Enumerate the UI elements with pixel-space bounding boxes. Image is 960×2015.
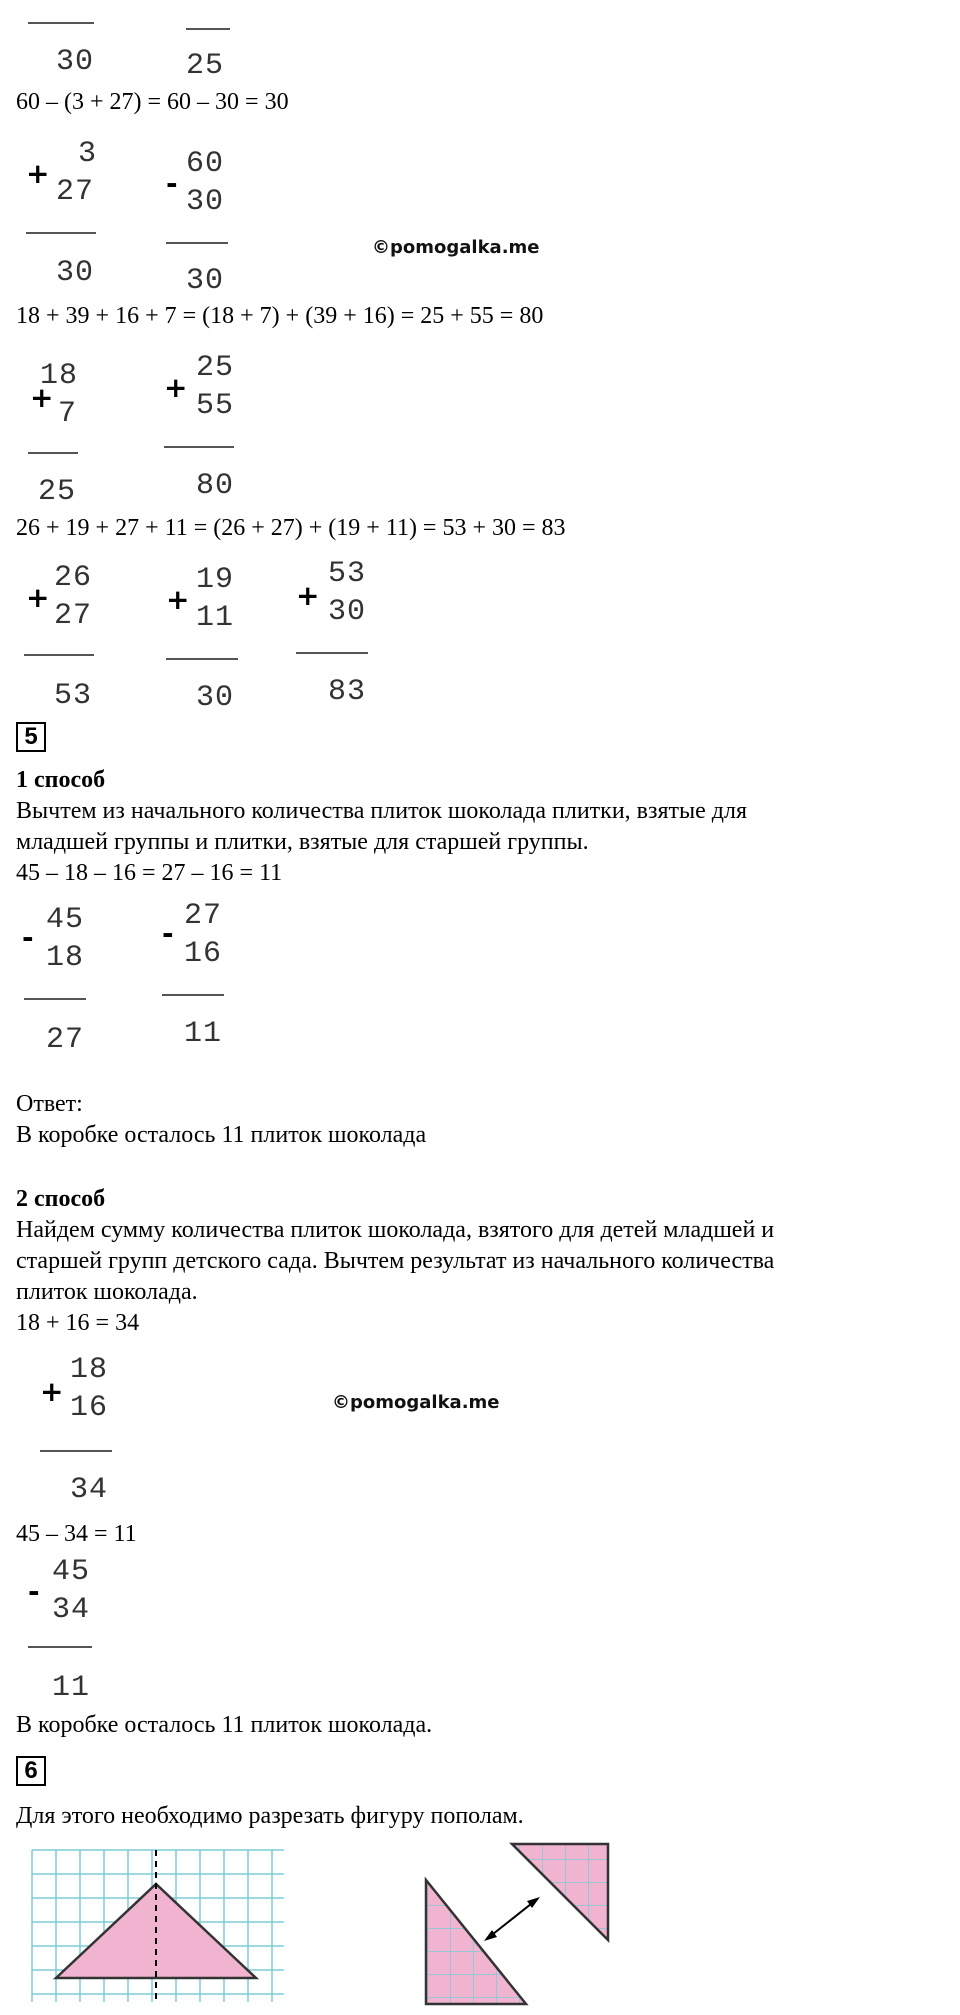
result-line	[26, 232, 96, 234]
operand: 30	[186, 185, 225, 219]
triangle-halves-figure	[404, 1836, 644, 2008]
method-1-title: 1 способ	[16, 767, 106, 793]
method-2-text: старшей групп детского сада. Вычтем результат из начального количества	[16, 1248, 775, 1274]
method-1-text: Вычтем из начального количества плиток шоколада плитки, взятые для	[16, 798, 748, 824]
equation: 45 – 34 = 11	[16, 1521, 137, 1547]
minus-sign: -	[166, 167, 178, 200]
watermark: ©pomogalka.me	[332, 1392, 500, 1413]
equation: 26 + 19 + 27 + 11 = (26 + 27) + (19 + 11) = 53 + 30 = 83	[16, 515, 566, 541]
answer-label: Ответ:	[16, 1091, 83, 1117]
result-line	[40, 1450, 112, 1452]
equation: 45 – 18 – 16 = 27 – 16 = 11	[16, 860, 283, 886]
task-number-6: 6	[16, 1756, 46, 1786]
operand: 11	[196, 601, 235, 635]
operand: 7	[58, 397, 78, 431]
minus-sign: -	[28, 1575, 40, 1608]
operand: 27	[54, 599, 93, 633]
column-result: 11	[52, 1671, 91, 1705]
operand: 3	[78, 137, 98, 171]
column-result: 11	[184, 1017, 223, 1051]
operand: 55	[196, 389, 235, 423]
method-2-text: плиток шоколада.	[16, 1279, 198, 1305]
column-result: 27	[46, 1023, 85, 1057]
operand: 18	[46, 941, 85, 975]
operand: 16	[70, 1391, 109, 1425]
result-line	[166, 242, 228, 244]
plus-sign: +	[26, 157, 50, 190]
operand: 16	[184, 937, 223, 971]
column-result: 25	[38, 475, 77, 509]
operand: 27	[56, 175, 95, 209]
plus-sign: +	[26, 581, 50, 614]
minus-sign: -	[162, 917, 174, 950]
plus-sign: +	[40, 1375, 64, 1408]
operand: 30	[328, 595, 367, 629]
column-result: 30	[56, 256, 95, 290]
column-result: 30	[56, 45, 95, 79]
operand: 53	[328, 557, 367, 591]
operand: 45	[46, 903, 85, 937]
equation: 18 + 39 + 16 + 7 = (18 + 7) + (39 + 16) = 25 + 55 = 80	[16, 303, 544, 329]
equation: 18 + 16 = 34	[16, 1310, 140, 1336]
task-number-5: 5	[16, 722, 46, 752]
result-line	[162, 994, 224, 996]
answer-text: В коробке осталось 11 плиток шоколада.	[16, 1712, 433, 1738]
answer-text: В коробке осталось 11 плиток шоколада	[16, 1122, 427, 1148]
plus-sign: +	[30, 381, 54, 414]
column-result: 34	[70, 1473, 109, 1507]
operand: 18	[70, 1353, 109, 1387]
operand: 19	[196, 563, 235, 597]
method-1-text: младшей группы и плитки, взятые для старшей группы.	[16, 829, 589, 855]
right-half-triangle	[512, 1844, 608, 1940]
result-line	[24, 654, 94, 656]
operand: 27	[184, 899, 223, 933]
method-2-title: 2 способ	[16, 1186, 106, 1212]
result-line	[28, 1646, 92, 1648]
minus-sign: -	[22, 921, 34, 954]
double-arrow-icon	[484, 1897, 540, 1941]
column-result: 80	[196, 469, 235, 503]
operand: 18	[40, 359, 79, 393]
column-result: 30	[196, 681, 235, 715]
watermark: ©pomogalka.me	[372, 237, 540, 258]
result-line	[164, 446, 234, 448]
operand: 34	[52, 1593, 91, 1627]
result-line	[186, 28, 230, 30]
result-line	[166, 658, 238, 660]
method-2-text: Найдем сумму количества плиток шоколада, взятого для детей младшей и	[16, 1217, 775, 1243]
operand: 26	[54, 561, 93, 595]
operand: 45	[52, 1555, 91, 1589]
equation: 60 – (3 + 27) = 60 – 30 = 30	[16, 89, 289, 115]
column-result: 25	[186, 49, 225, 83]
operand: 60	[186, 147, 225, 181]
result-line	[24, 998, 86, 1000]
operand: 25	[196, 351, 235, 385]
column-result: 30	[186, 264, 225, 298]
result-line	[28, 452, 78, 454]
column-result: 83	[328, 675, 367, 709]
left-half-triangle	[426, 1880, 526, 2004]
column-result: 53	[54, 679, 93, 713]
plus-sign: +	[164, 371, 188, 404]
result-line	[296, 652, 368, 654]
task-6-text: Для этого необходимо разрезать фигуру пополам.	[16, 1803, 524, 1829]
plus-sign: +	[166, 583, 190, 616]
plus-sign: +	[296, 579, 320, 612]
result-line	[28, 22, 94, 24]
grid-triangle-figure	[24, 1846, 290, 2006]
